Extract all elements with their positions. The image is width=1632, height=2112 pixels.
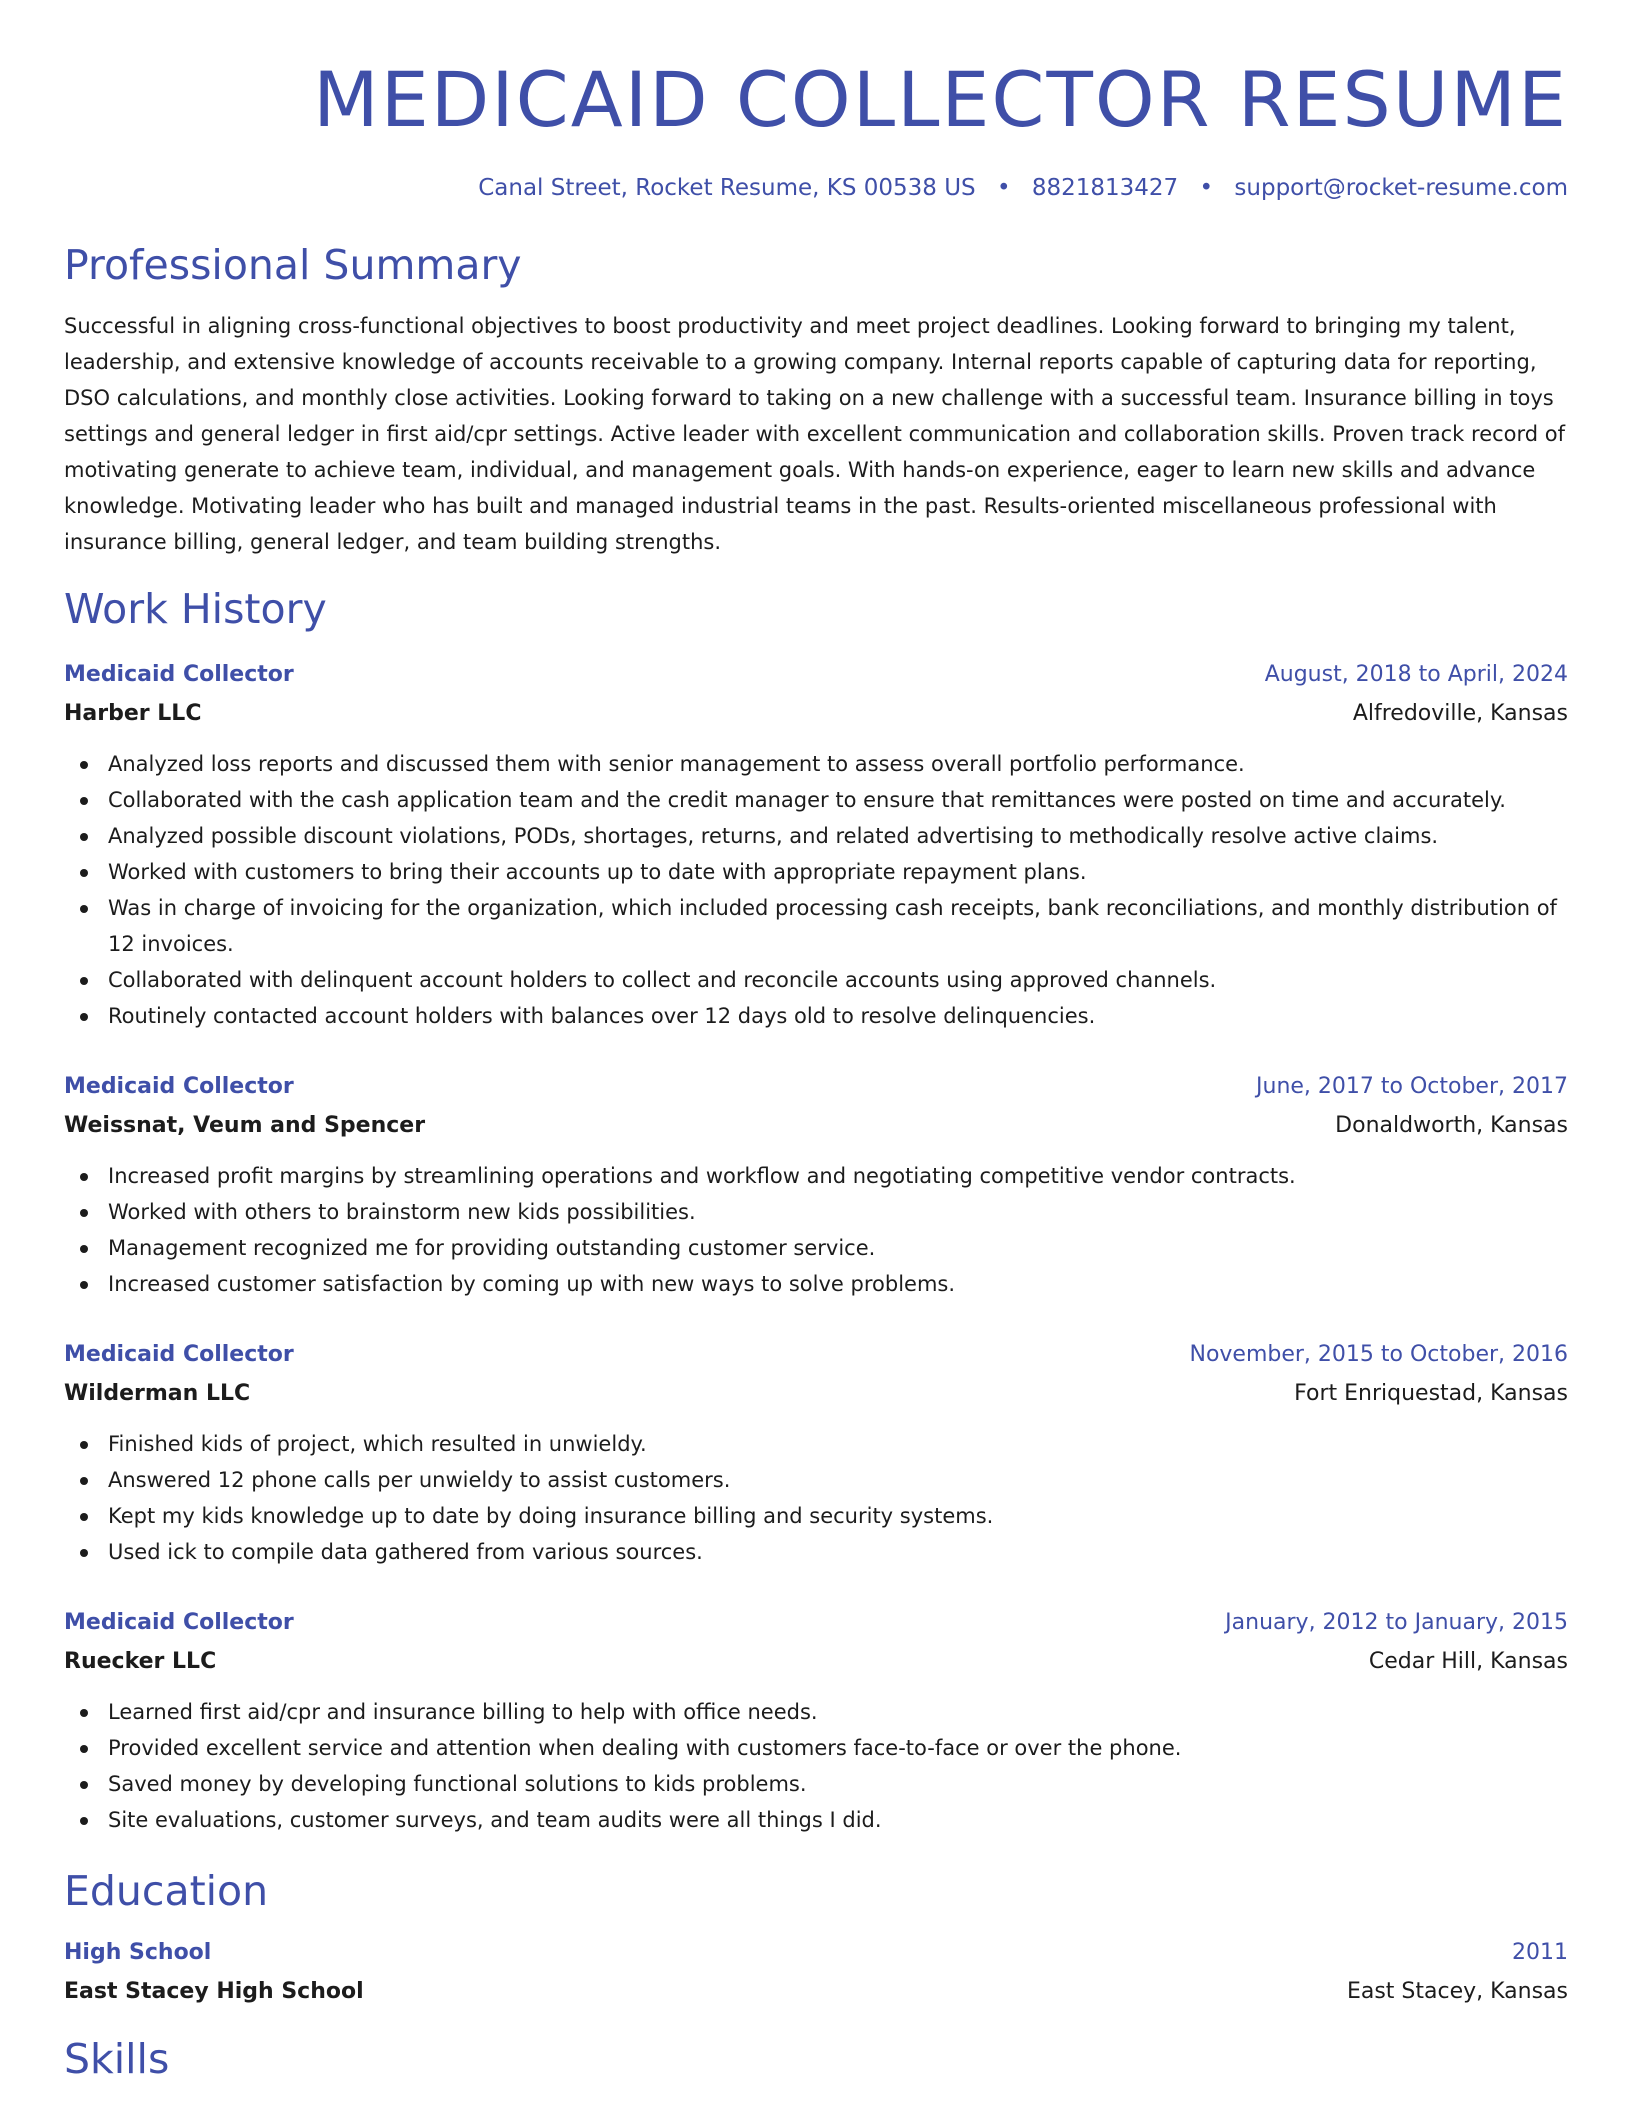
job-company: Weissnat, Veum and Spencer (64, 1113, 426, 1138)
education-degree: High School (64, 1940, 212, 1965)
job-header-row (64, 656, 1568, 694)
job-title: Medicaid Collector (64, 1610, 294, 1635)
job-bullet: Increased profit margins by streamlining operations and workflow and negotiating competitive vendor contracts. (64, 1158, 1568, 1194)
contact-email: support@rocket-resume.com (1234, 175, 1568, 201)
job-bullet: Worked with others to brainstorm new kids possibilities. (64, 1194, 1568, 1230)
job-dates: August, 2018 to April, 2024 (1264, 662, 1568, 687)
job-company: Wilderman LLC (64, 1381, 251, 1406)
job-header-row (64, 1068, 1568, 1106)
job-header-row (64, 1604, 1568, 1642)
job-title: Medicaid Collector (64, 1342, 294, 1367)
job-dates: November, 2015 to October, 2016 (1189, 1342, 1568, 1367)
contact-line (64, 172, 1568, 204)
work-history-heading: Work History (64, 585, 327, 633)
education-section (64, 1864, 1568, 2012)
job-bullet: Collaborated with delinquent account holders to collect and reconcile accounts using approved channels. (64, 962, 1568, 998)
education-heading: Education (64, 1867, 269, 1915)
resume-header (64, 0, 1568, 204)
job-title: Medicaid Collector (64, 662, 294, 687)
job-bullets (64, 746, 1568, 1034)
job-location: Alfredoville, Kansas (1352, 701, 1568, 726)
education-row (64, 1972, 1568, 2012)
job-bullet: Routinely contacted account holders with balances over 12 days old to resolve delinquencies. (64, 998, 1568, 1034)
job-bullet: Increased customer satisfaction by coming up with new ways to solve problems. (64, 1266, 1568, 1302)
job-bullet: Learned first aid/cpr and insurance billing to help with office needs. (64, 1694, 1568, 1730)
contact-address: Canal Street, Rocket Resume, KS 00538 US (478, 175, 976, 201)
job-bullet: Analyzed loss reports and discussed them with senior management to assess overall portfolio performance. (64, 746, 1568, 782)
job-bullet: Provided excellent service and attention when dealing with customers face-to-face or over the phone. (64, 1730, 1568, 1766)
education-year: 2011 (1512, 1940, 1568, 1965)
summary-section (64, 238, 1568, 560)
education-location: East Stacey, Kansas (1346, 1979, 1568, 2004)
job-list (64, 656, 1568, 1838)
job-location: Cedar Hill, Kansas (1368, 1649, 1568, 1674)
job-entry (64, 1068, 1568, 1302)
job-dates: January, 2012 to January, 2015 (1225, 1610, 1568, 1635)
job-bullet: Used ick to compile data gathered from various sources. (64, 1534, 1568, 1570)
job-entry (64, 1336, 1568, 1570)
job-bullet: Worked with customers to bring their accounts up to date with appropriate repayment plans. (64, 854, 1568, 890)
job-header-row (64, 1336, 1568, 1374)
contact-phone: 8821813427 (1031, 175, 1179, 201)
skills-section (64, 2032, 1568, 2086)
job-location: Fort Enriquestad, Kansas (1294, 1381, 1568, 1406)
job-company-row (64, 694, 1568, 734)
job-entry (64, 1604, 1568, 1838)
job-company-row (64, 1106, 1568, 1146)
skills-heading: Skills (64, 2035, 170, 2083)
contact-separator: • (1199, 175, 1214, 201)
job-company-row (64, 1642, 1568, 1682)
job-bullet: Finished kids of project, which resulted in unwieldy. (64, 1426, 1568, 1462)
job-company: Harber LLC (64, 701, 202, 726)
job-company-row (64, 1374, 1568, 1414)
summary-heading: Professional Summary (64, 241, 522, 289)
job-bullet: Management recognized me for providing outstanding customer service. (64, 1230, 1568, 1266)
contact-separator: • (996, 175, 1011, 201)
job-dates: June, 2017 to October, 2017 (1256, 1074, 1568, 1099)
education-entry (64, 1934, 1568, 2012)
job-bullet: Analyzed possible discount violations, PODs, shortages, returns, and related advertising to methodically resolve active claims. (64, 818, 1568, 854)
job-bullet: Answered 12 phone calls per unwieldy to assist customers. (64, 1462, 1568, 1498)
job-bullets (64, 1158, 1568, 1302)
education-school: East Stacey High School (64, 1979, 364, 2004)
work-history-section (64, 582, 1568, 1838)
education-row (64, 1934, 1568, 1972)
job-location: Donaldworth, Kansas (1335, 1113, 1568, 1138)
job-bullet: Collaborated with the cash application team and the credit manager to ensure that remittances were posted on time and accurately. (64, 782, 1568, 818)
job-bullet: Was in charge of invoicing for the organization, which included processing cash receipts, bank reconciliations, and monthly distribution of 12 invoices. (64, 890, 1568, 962)
job-bullet: Kept my kids knowledge up to date by doing insurance billing and security systems. (64, 1498, 1568, 1534)
job-bullets (64, 1426, 1568, 1570)
resume-name: MEDICAID COLLECTOR RESUME (313, 55, 1568, 144)
job-bullets (64, 1694, 1568, 1838)
job-title: Medicaid Collector (64, 1074, 294, 1099)
job-bullet: Saved money by developing functional solutions to kids problems. (64, 1766, 1568, 1802)
job-company: Ruecker LLC (64, 1649, 217, 1674)
job-entry (64, 656, 1568, 1034)
summary-text: Successful in aligning cross-functional objectives to boost productivity and meet project deadlines. Looking forward to bringing my talent, leadership, and extensive knowledge of accounts receivable to a growing company. Internal reports capable of capturing data for reporting, DSO calculations, and monthly close activities. Looking forward to taking on a new challenge with a successful team. Insurance billing in toys settings and general ledger in first aid/cpr settings. Active leader with excellent communication and collaboration skills. Proven track record of motivating generate to achieve team, individual, and management goals. With hands-on experience, eager to learn new skills and advance knowledge. Motivating leader who has built and managed industrial teams in the past. Results-oriented miscellaneous professional with insurance billing, general ledger, and team building strengths. (64, 314, 1566, 554)
job-bullet: Site evaluations, customer surveys, and team audits were all things I did. (64, 1802, 1568, 1838)
